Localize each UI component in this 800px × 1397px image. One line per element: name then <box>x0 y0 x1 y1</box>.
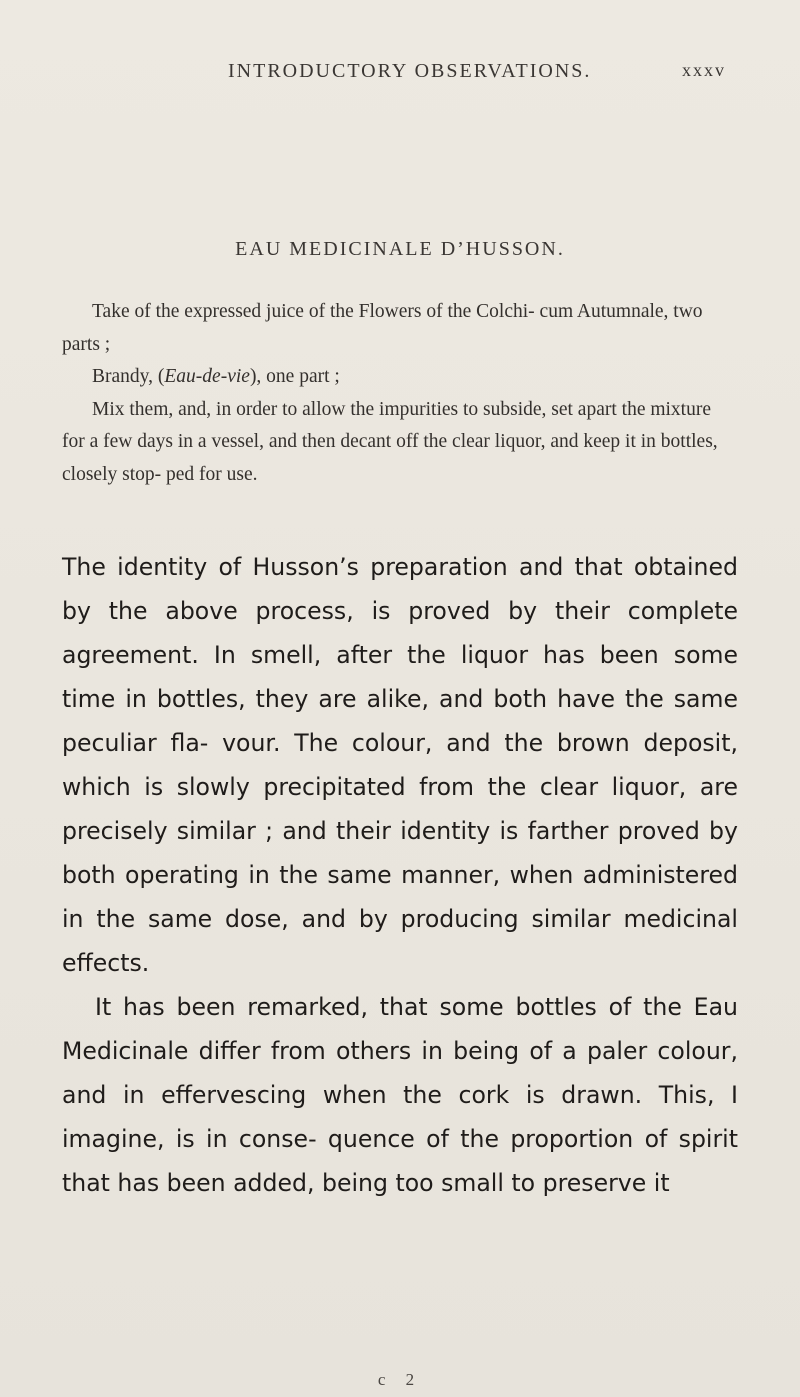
section-title: EAU MEDICINALE D’HUSSON. <box>235 238 565 260</box>
paragraph-identity: The identity of Husson’s preparation and that obtained by the above process, is proved by their complete agreement. In smell, after the liquor has been some time in bottles, they are alike, and both have the same peculiar fla- vour. The colour, and the brown deposit, which is slowly precipitated from the clear liquor, are precisely similar ; and their identity is farther proved by both operating in the same manner, when administered in the same dose, and by producing similar medicinal effects. <box>62 553 738 977</box>
running-title: INTRODUCTORY OBSERVATIONS. <box>228 60 592 82</box>
paragraph-remarks: It has been remarked, that some bottles of the Eau Medicinale differ from others in being of a paler colour, and in effervescing when the cork is drawn. This, I imagine, is in conse- quence of the proportion of spirit that has been added, being too small to preserve it <box>62 993 738 1197</box>
recipe-line-method: Mix them, and, in order to allow the impurities to subside, set apart the mixture for a few days in a vessel, and then decant off the clear liquor, and keep it in bottles, closely stop- ped for use. <box>62 398 718 485</box>
recipe-brandy-suffix: ), one part ; <box>249 366 340 387</box>
page-number: xxxv <box>682 60 726 80</box>
recipe-line-juice: Take of the expressed juice of the Flowers of the Colchi- cum Autumnale, two parts ; <box>62 301 703 355</box>
recipe-brandy-prefix: Brandy, ( <box>92 366 165 387</box>
recipe-line-brandy <box>62 361 734 394</box>
body-text <box>62 545 738 1205</box>
recipe-brandy-italic: Eau-de-vie <box>164 366 250 387</box>
page-header <box>0 60 800 90</box>
recipe-block <box>62 296 734 491</box>
signature-mark: c 2 <box>377 1370 423 1389</box>
